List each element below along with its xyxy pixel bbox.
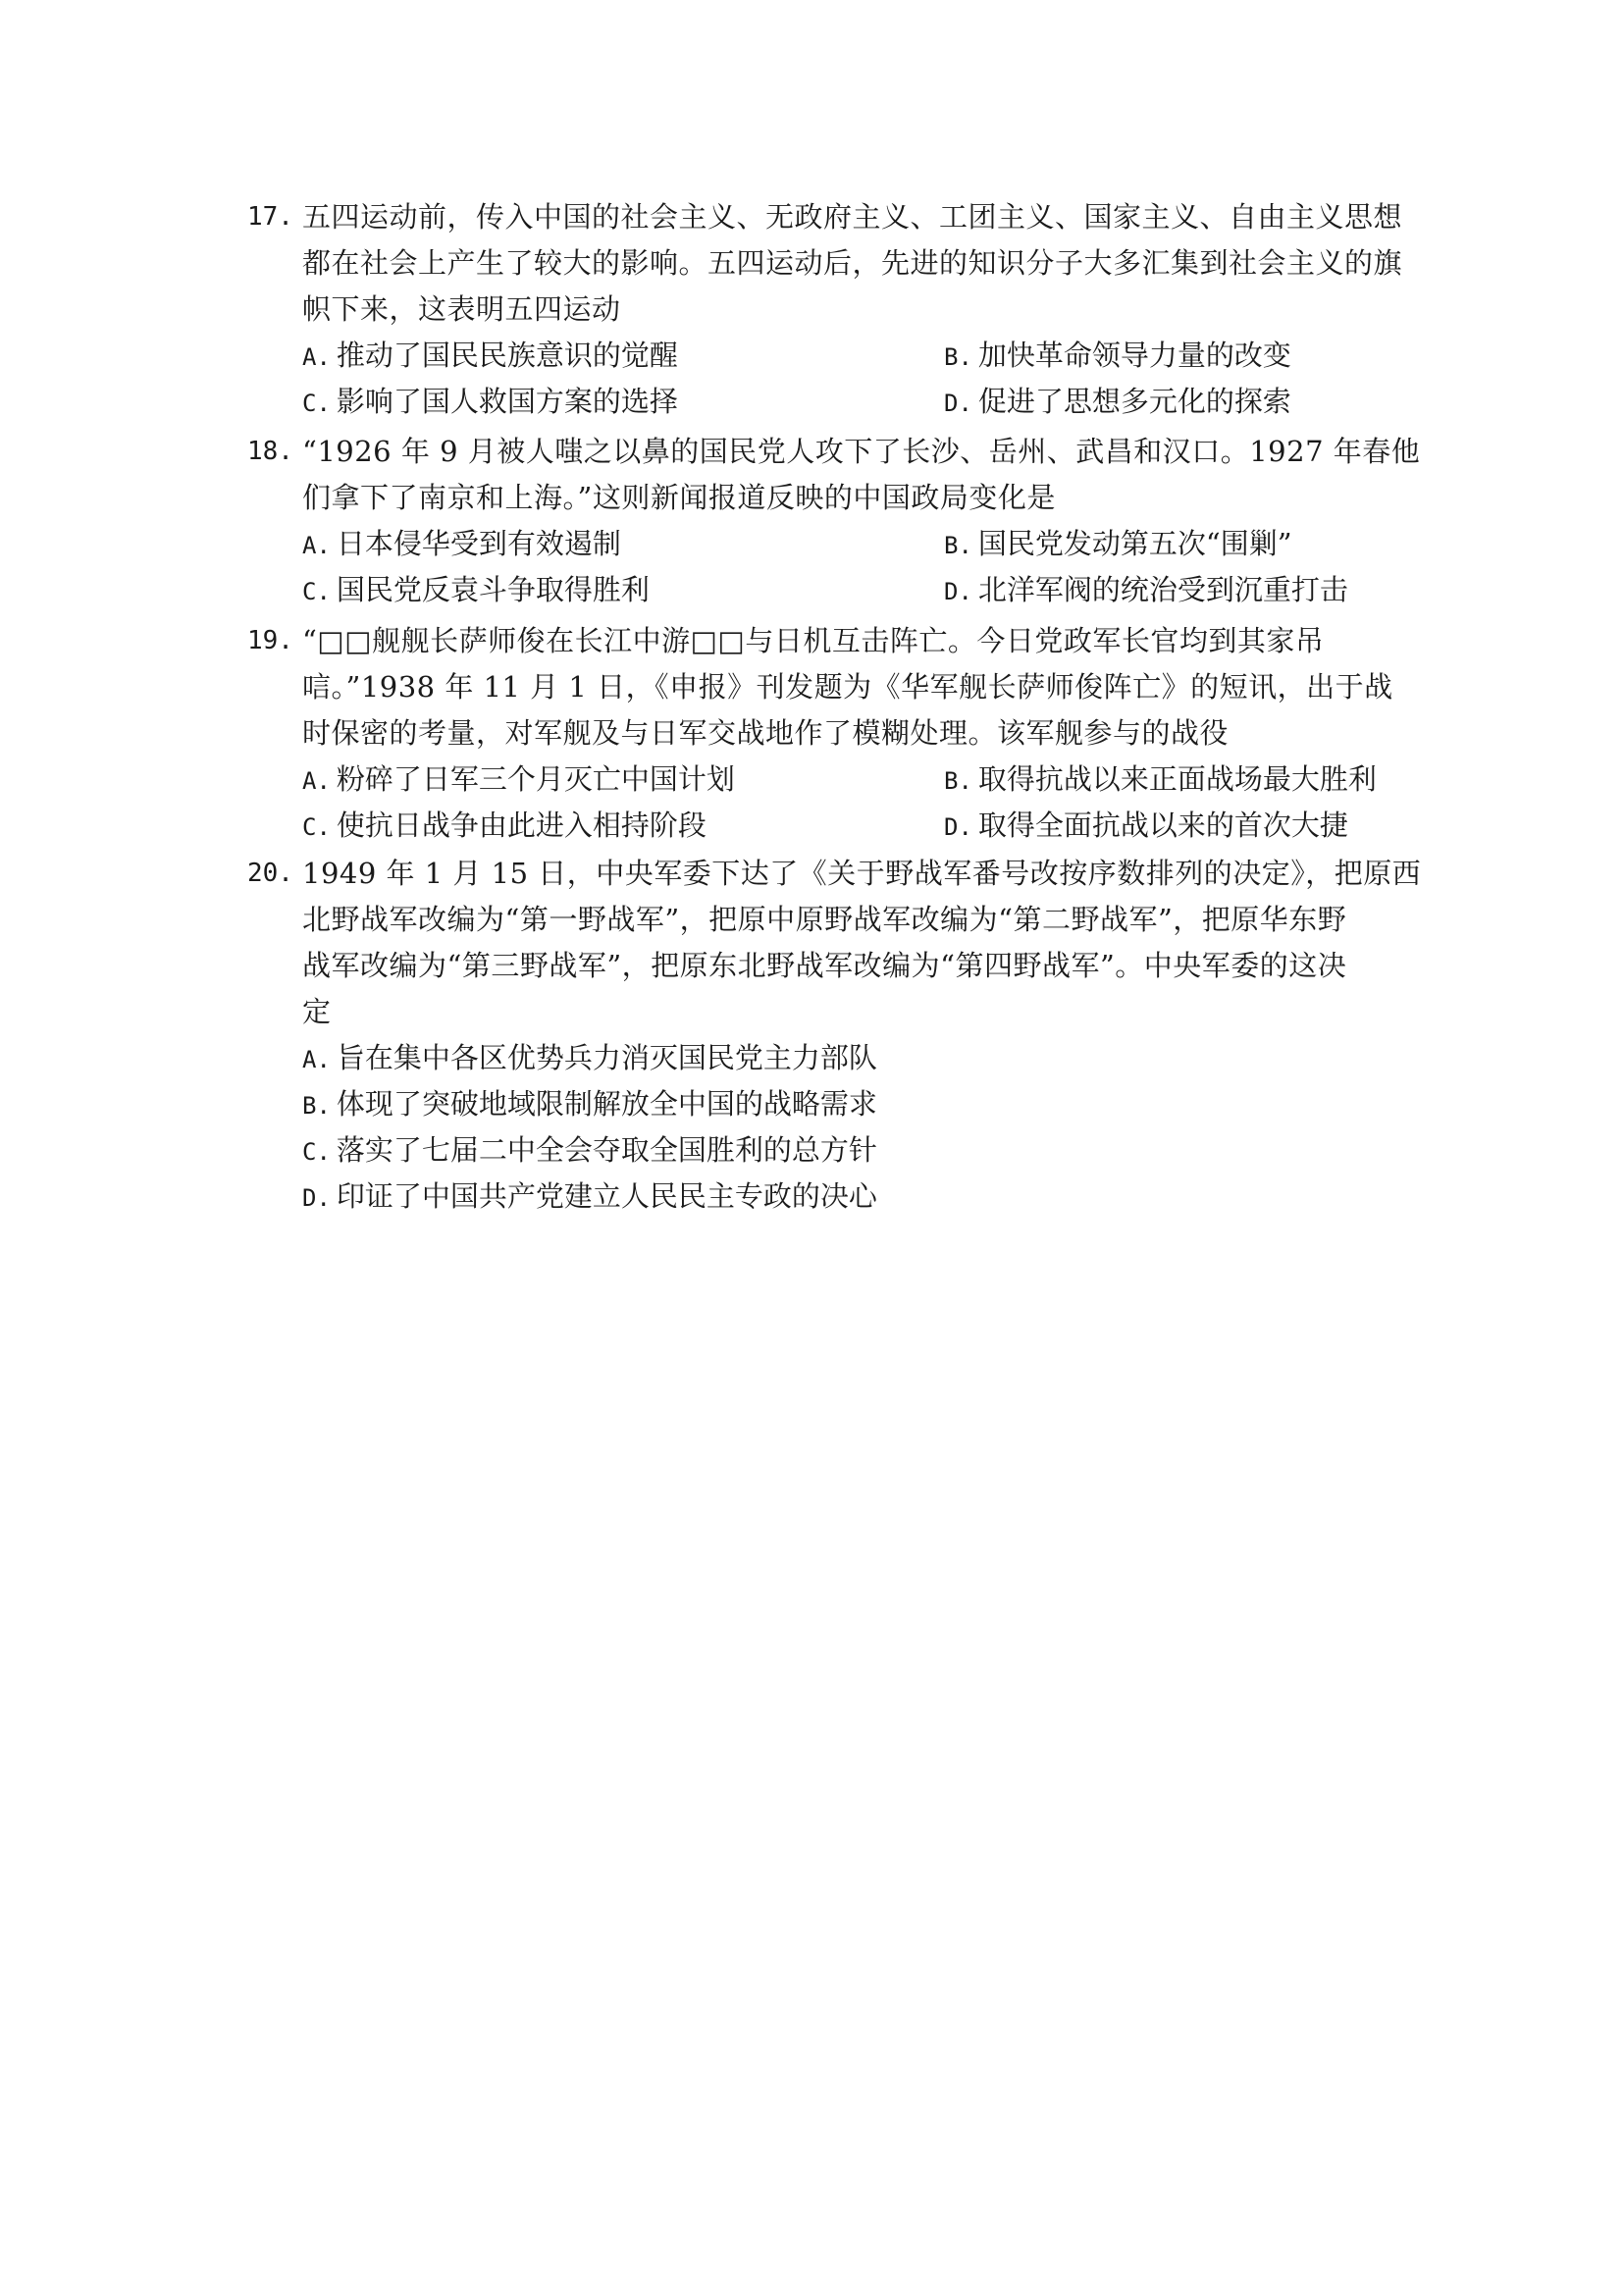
option-b: [944, 521, 1292, 569]
option-letter: A.: [302, 343, 331, 371]
option-text: 北洋军阀的统治受到沉重打击: [977, 573, 1348, 606]
question-text: “□□舰舰长萨师俊在长江中游□□与日机互击阵亡。今日党政军长官均到其家吊: [302, 624, 1325, 657]
option-text: 国民党反袁斗争取得胜利: [336, 573, 650, 606]
option-text: 促进了思想多元化的探索: [977, 385, 1291, 418]
option-text: 日本侵华受到有效遏制: [336, 527, 621, 560]
question-text: 唁。”1938 年 11 月 1 日，《申报》刊发题为《华军舰长萨师俊阵亡》的短讯，出于战: [302, 670, 1393, 704]
option-b: [944, 333, 1291, 381]
option-text: 使抗日战争由此进入相持阶段: [336, 809, 707, 842]
question-text: 战军改编为“第三野战军”，把原东北野战军改编为“第四野战军”。中央军委的这决: [302, 949, 1347, 982]
option-text: 国民党发动第五次“围剿”: [977, 527, 1292, 560]
question-17: [247, 194, 1403, 425]
option-row: [247, 1174, 1395, 1220]
option-letter: A.: [302, 1046, 331, 1073]
option-b: [944, 757, 1377, 805]
option-letter: C.: [302, 1138, 331, 1166]
option-a: [302, 757, 735, 805]
option-letter: A.: [302, 532, 331, 559]
option-letter: A.: [302, 767, 331, 795]
question-19: [247, 618, 1395, 849]
question-text: 都在社会上产生了较大的影响。五四运动后，先进的知识分子大多汇集到社会主义的旗: [302, 246, 1403, 280]
question-line: [247, 240, 1403, 287]
question-text: 帜下来，这表明五四运动: [302, 292, 621, 326]
option-letter: C.: [302, 390, 331, 417]
option-text: 影响了国人救国方案的选择: [336, 385, 678, 418]
option-d: [944, 567, 1348, 615]
question-number: 18.: [247, 437, 293, 466]
question-text: 1949 年 1 月 15 日，中央军委下达了《关于野战军番号改按序数排列的决定》，把原西: [302, 857, 1422, 890]
option-d: [944, 379, 1291, 427]
question-text: 时保密的考量，对军舰及与日军交战地作了模糊处理。该军舰参与的战役: [302, 716, 1230, 750]
question-text: 五四运动前，传入中国的社会主义、无政府主义、工团主义、国家主义、自由主义思想: [302, 200, 1403, 234]
question-line: [247, 287, 1395, 333]
option-row: [247, 1081, 1395, 1127]
question-line: [247, 897, 1395, 943]
question-number: 20.: [247, 859, 293, 888]
option-letter: B.: [944, 532, 972, 559]
option-d: [302, 1174, 877, 1222]
option-letter: D.: [944, 390, 972, 417]
question-line: [247, 429, 1421, 475]
question-line: [247, 618, 1395, 664]
option-b: [302, 1081, 877, 1129]
question-number: 17.: [247, 202, 293, 232]
option-letter: D.: [944, 813, 972, 841]
option-a: [302, 521, 621, 569]
option-c: [302, 567, 650, 615]
question-18: [247, 429, 1421, 613]
question-text: 们拿下了南京和上海。”这则新闻报道反映的中国政局变化是: [302, 481, 1056, 514]
option-c: [302, 1127, 877, 1175]
option-row: [247, 803, 1395, 849]
option-c: [302, 803, 707, 851]
option-text: 印证了中国共产党建立人民民主专政的决心: [336, 1179, 877, 1213]
question-text: “1926 年 9 月被人嗤之以鼻的国民党人攻下了长沙、岳州、武昌和汉口。1927 年春他: [302, 435, 1421, 468]
option-row: [247, 1127, 1395, 1174]
question-text: 定: [302, 995, 332, 1028]
option-text: 落实了七届二中全会夺取全国胜利的总方针: [336, 1133, 877, 1167]
option-letter: B.: [302, 1092, 331, 1120]
option-row: [247, 333, 1395, 379]
question-line: [247, 194, 1403, 240]
option-text: 取得全面抗战以来的首次大捷: [977, 809, 1348, 842]
question-text: 北野战军改编为“第一野战军”，把原中原野战军改编为“第二野战军”，把原华东野: [302, 903, 1347, 936]
option-text: 粉碎了日军三个月灭亡中国计划: [336, 762, 735, 796]
question-line: [247, 989, 1395, 1035]
question-20: [247, 851, 1422, 1220]
option-row: [247, 379, 1395, 425]
option-c: [302, 379, 678, 427]
option-a: [302, 333, 678, 381]
option-letter: D.: [302, 1184, 331, 1212]
question-number: 19.: [247, 626, 293, 655]
question-line: [247, 710, 1395, 757]
option-letter: D.: [944, 578, 972, 605]
option-row: [247, 1035, 1395, 1081]
option-text: 推动了国民民族意识的觉醒: [336, 339, 678, 372]
option-row: [247, 567, 1395, 613]
question-line: [247, 943, 1395, 989]
option-letter: B.: [944, 343, 972, 371]
option-text: 取得抗战以来正面战场最大胜利: [977, 762, 1377, 796]
option-row: [247, 757, 1395, 803]
question-line: [247, 851, 1422, 897]
option-text: 加快革命领导力量的改变: [977, 339, 1291, 372]
option-letter: B.: [944, 767, 972, 795]
option-text: 旨在集中各区优势兵力消灭国民党主力部队: [336, 1041, 877, 1074]
question-line: [247, 664, 1395, 710]
option-a: [302, 1035, 877, 1083]
option-row: [247, 521, 1395, 567]
option-letter: C.: [302, 813, 331, 841]
option-letter: C.: [302, 578, 331, 605]
option-d: [944, 803, 1348, 851]
option-text: 体现了突破地域限制解放全中国的战略需求: [336, 1087, 877, 1121]
question-line: [247, 475, 1395, 521]
